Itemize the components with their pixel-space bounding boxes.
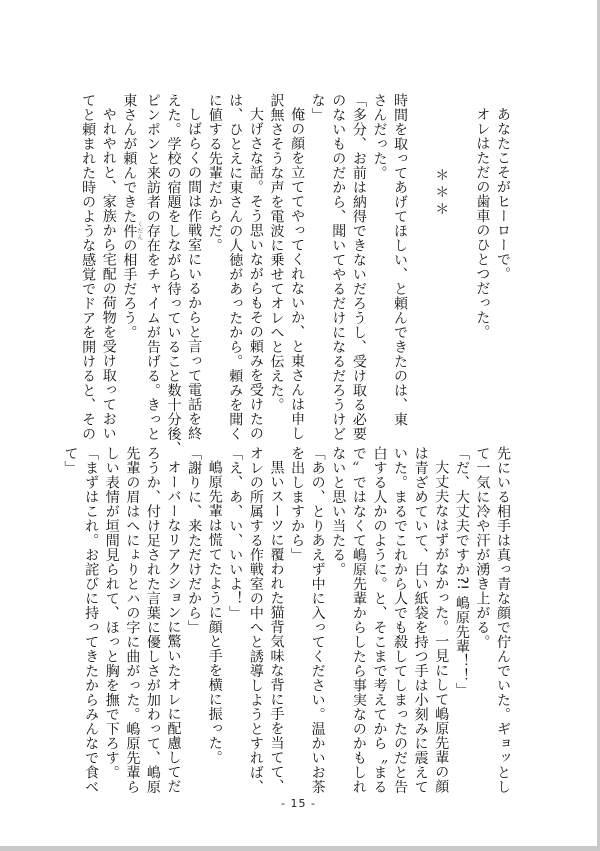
ruby-text: くだん [135, 221, 143, 241]
text-line: オーバーなリアクションに驚いたオレに配慮してだ [165, 460, 182, 794]
text-tier-top [78, 93, 513, 456]
text-line: 白する人かのように。と、そこまで考えてから〝まる [371, 446, 388, 794]
text-line: てと頼まれた時のような感覚でドアを開けると、その [80, 93, 97, 441]
text-line: 大丈夫なはずがなかった。一見にして嶋原先輩の顔 [433, 460, 450, 794]
text-line: で〟ではなくて嶋原先輩からしたら事実なのかもしれ [350, 446, 367, 794]
text-line: 「多分、お前は納得できないだろうし、受け取る必要 [350, 93, 367, 441]
text-line: ピンポンと来訪者の存在をチャイムが告げる。きっと [144, 93, 161, 441]
text-line: な」 [309, 93, 326, 122]
text-line: 嶋原先輩は慌てたように顔と手を横に振った。 [206, 460, 223, 765]
text-line: 「あの、とりあえず中に入ってください。温かいお茶 [309, 446, 326, 794]
page-edge-bottom [0, 846, 600, 851]
text-line: えた。学校の宿題をしながら待っていること数十分後、 [165, 93, 182, 456]
text-line: を出しますから」 [289, 446, 306, 562]
text-line: しばらくの間は作戦室にいるからと言って電話を終 [186, 107, 203, 441]
text-line: オレの所属する作戦室の中へと誘導しようとすれば、 [247, 446, 264, 794]
text-line: ないと思い当たる。 [330, 446, 347, 577]
text-line: のないものだから、聞いてやるだけになるだろうけど [330, 93, 347, 441]
text-line: さんだった。 [371, 93, 388, 180]
blank-line [451, 93, 472, 393]
scene-break-asterism: ＊＊＊ [433, 168, 450, 219]
text-line: て」 [62, 446, 79, 475]
text-line: 先輩の眉はへにょりとハの字に曲がった。嶋原先輩ら [124, 446, 141, 794]
text-segment: の相手だろう。 [121, 238, 138, 340]
text-line: 大げさな話。そう思いながらもその頼みを受けたの [247, 107, 264, 441]
text-line: 「謝りに、来ただけだから」 [186, 446, 203, 635]
text-line: オレはただの歯車のひとつだった。 [474, 107, 491, 339]
text-line: 時間を取ってあげてほしい、と頼んできたのは、東 [392, 93, 409, 427]
text-tier-bottom [60, 446, 513, 794]
text-line: しい表情が垣間見られて、ほっと胸を撫で下ろす。 [103, 446, 120, 780]
page-number: - 15 - [281, 797, 316, 810]
text-line: 先にいる相手は真っ青な顔で佇んでいた。ギョッとし [495, 446, 511, 794]
text-segment: 東さんが頼んできた [121, 93, 138, 224]
text-line: て一気に冷や汗が湧き上がる。 [474, 446, 491, 649]
ruby-annotation [121, 221, 143, 241]
text-line: 俺の顔を立ててやってくれないか、と東さんは申し [289, 107, 306, 441]
text-line: に値する先輩だからだ。 [206, 93, 223, 253]
text-line: あなたこそがヒーローで。 [495, 107, 511, 281]
text-line: ろうか、付け足された言葉に優しさが加わって、嶋原 [144, 446, 161, 794]
text-line: は青ざめていて、白い紙袋を持つ手は小刻みに震えて [412, 446, 429, 794]
text-line: いた。まるでこれから人でも殺してしまったのだと告 [392, 446, 409, 794]
text-line: 黒いスーツに覆われた猫背気味な背に手を当てて、 [268, 460, 285, 794]
text-line: 「え、あ、い、いいよ！」 [227, 446, 244, 620]
ruby-base: 件 [121, 221, 138, 241]
text-line: は、ひとえに東さんの人徳があったから。頼みを聞く [227, 93, 244, 441]
text-line: 「まずはこれ。お詫びに持ってきたからみんなで食べ [83, 446, 100, 794]
text-line-with-ruby [119, 93, 143, 393]
text-line: やれやれと、家族から宅配の荷物を受け取っておい [100, 107, 117, 441]
text-line: 訳無さそうな声を電波に乗せてオレへと伝えた。 [268, 93, 285, 412]
text-line: 「だ、大丈夫ですか?! 嶋原先輩！！」 [453, 446, 470, 697]
blank-line [410, 93, 431, 393]
